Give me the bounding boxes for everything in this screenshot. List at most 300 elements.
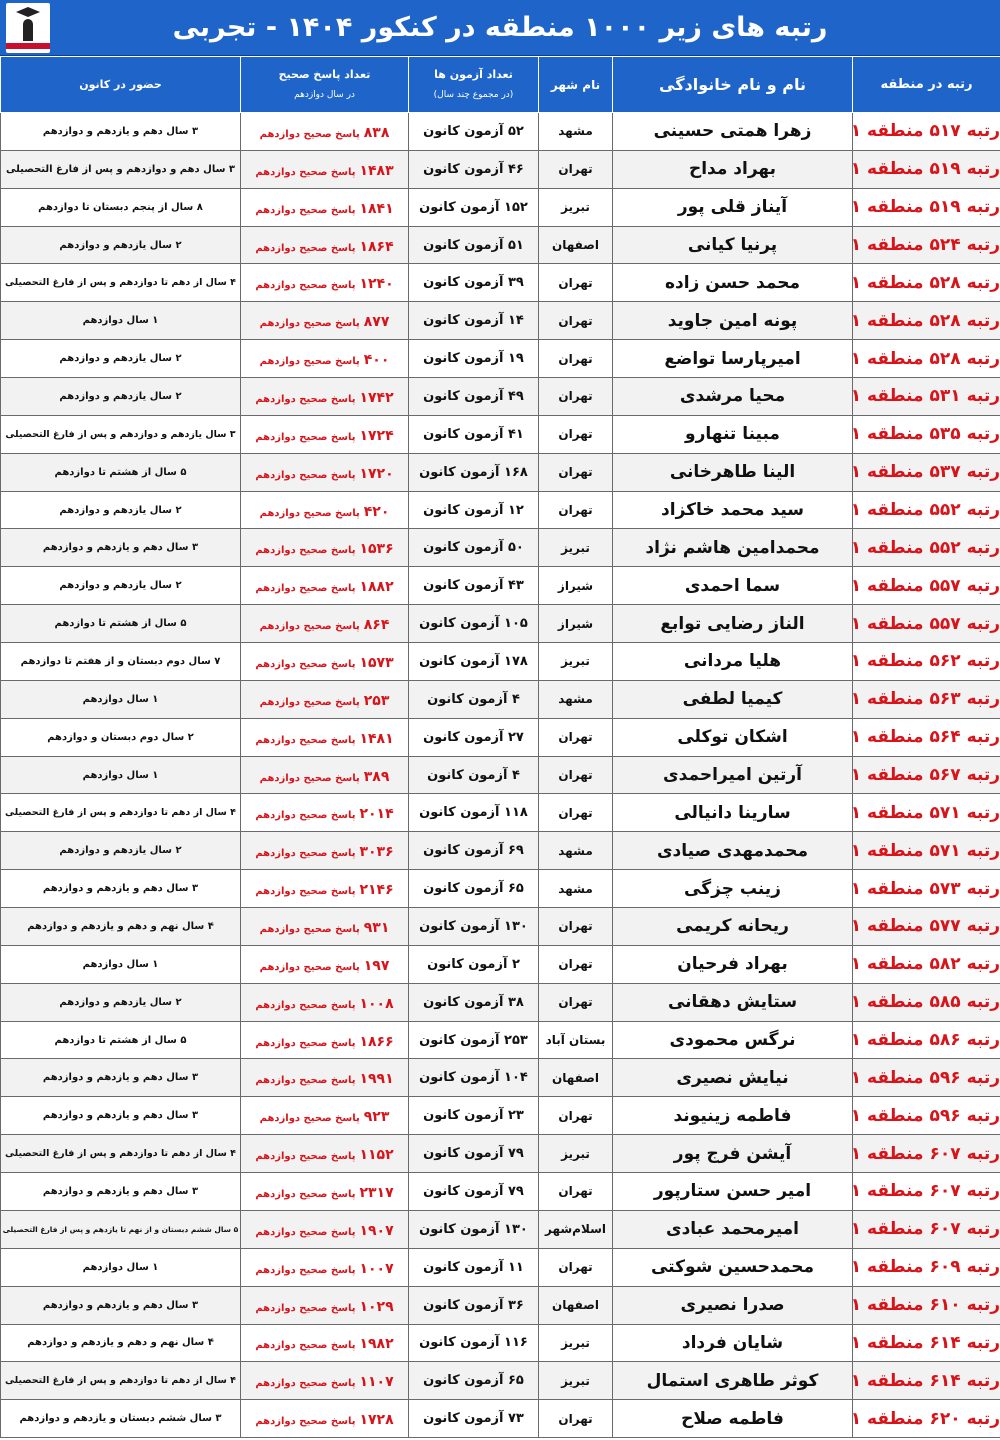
answers-cell	[241, 453, 409, 491]
city-cell: اسلام‌شهر	[539, 1210, 613, 1248]
city-cell: تهران	[539, 945, 613, 983]
answers-label: پاسخ صحیح دوازدهم	[259, 923, 360, 935]
table-body	[1, 113, 1000, 1438]
answers-cell	[241, 718, 409, 756]
table-row	[1, 1059, 1000, 1097]
answers-count: ۸۳۸	[363, 124, 390, 141]
table-row	[1, 1135, 1000, 1173]
city-cell: تبریز	[539, 529, 613, 567]
city-cell: مشهد	[539, 832, 613, 870]
answers-cell	[241, 378, 409, 416]
exams-cell: ۵۰ آزمون کانون	[409, 529, 539, 567]
answers-count: ۱۹۸۲	[359, 1336, 394, 1353]
city-cell: تبریز	[539, 643, 613, 681]
answers-count: ۴۰۰	[363, 352, 390, 369]
answers-label: پاسخ صحیح دوازدهم	[255, 469, 356, 481]
answers-label: پاسخ صحیح دوازدهم	[255, 583, 356, 595]
attendance-cell: ۳ سال دهم و یازدهم و دوازدهم	[1, 1173, 241, 1211]
name-cell: امیر حسن ستارپور	[613, 1173, 853, 1211]
table-row	[1, 1362, 1000, 1400]
attendance-cell: ۲ سال یازدهم و دوازدهم	[1, 226, 241, 264]
answers-count: ۱۴۸۳	[359, 162, 394, 179]
city-cell: تهران	[539, 983, 613, 1021]
exams-cell: ۱۱ آزمون کانون	[409, 1248, 539, 1286]
answers-count: ۱۵۳۶	[359, 541, 394, 558]
exams-cell: ۳۸ آزمون کانون	[409, 983, 539, 1021]
exams-cell: ۶۵ آزمون کانون	[409, 870, 539, 908]
page-title-bar	[0, 0, 1000, 56]
rank-cell: رتبه ۵۱۹ منطقه ۱	[853, 188, 1000, 226]
header-exams-sub: (در مجموع چند سال)	[433, 89, 514, 100]
table-row	[1, 718, 1000, 756]
table-row	[1, 1286, 1000, 1324]
table-row	[1, 1324, 1000, 1362]
exams-cell: ۲۵۳ آزمون کانون	[409, 1021, 539, 1059]
exams-cell: ۷۹ آزمون کانون	[409, 1135, 539, 1173]
answers-count: ۹۲۳	[363, 1109, 390, 1126]
name-cell: نرگس محمودی	[613, 1021, 853, 1059]
city-cell: تهران	[539, 150, 613, 188]
exams-cell: ۱۴ آزمون کانون	[409, 302, 539, 340]
exams-cell: ۱۰۴ آزمون کانون	[409, 1059, 539, 1097]
answers-count: ۱۸۴۱	[359, 200, 394, 217]
header-name: نام و نام خانوادگی	[613, 57, 853, 113]
attendance-cell: ۴ سال از دهم تا دوازدهم و پس از فارغ التحصیلی	[1, 794, 241, 832]
answers-cell	[241, 1324, 409, 1362]
city-cell: تبریز	[539, 1324, 613, 1362]
logo-icon	[6, 3, 50, 53]
attendance-cell: ۳ سال دهم و دوازدهم و پس از فارغ التحصیلی	[1, 150, 241, 188]
rank-cell: رتبه ۵۲۸ منطقه ۱	[853, 264, 1000, 302]
answers-count: ۹۳۱	[363, 919, 390, 936]
rank-cell: رتبه ۶۲۰ منطقه ۱	[853, 1400, 1000, 1438]
exams-cell: ۴۳ آزمون کانون	[409, 567, 539, 605]
attendance-cell: ۲ سال یازدهم و دوازدهم	[1, 832, 241, 870]
name-cell: ستایش دهقانی	[613, 983, 853, 1021]
answers-count: ۳۸۹	[363, 768, 390, 785]
rank-cell: رتبه ۶۰۹ منطقه ۱	[853, 1248, 1000, 1286]
city-cell: اصفهان	[539, 226, 613, 264]
name-cell: بهراد فرحیان	[613, 945, 853, 983]
answers-cell	[241, 529, 409, 567]
answers-label: پاسخ صحیح دوازدهم	[255, 242, 356, 254]
answers-cell	[241, 1097, 409, 1135]
city-cell: تبریز	[539, 1362, 613, 1400]
answers-cell	[241, 794, 409, 832]
answers-count: ۲۱۴۶	[359, 882, 394, 899]
name-cell: کوثر طاهری استمال	[613, 1362, 853, 1400]
table-row	[1, 415, 1000, 453]
rank-cell: رتبه ۶۱۴ منطقه ۱	[853, 1324, 1000, 1362]
rank-cell: رتبه ۵۱۷ منطقه ۱	[853, 113, 1000, 151]
answers-label: پاسخ صحیح دوازدهم	[255, 204, 356, 216]
answers-count: ۱۹۰۷	[359, 1222, 394, 1239]
answers-count: ۱۷۴۲	[359, 389, 394, 406]
city-cell: تهران	[539, 1173, 613, 1211]
answers-cell	[241, 415, 409, 453]
attendance-cell: ۴ سال نهم و دهم و یازدهم و دوازدهم	[1, 1324, 241, 1362]
name-cell: مبینا تنهارو	[613, 415, 853, 453]
exams-cell: ۲۷ آزمون کانون	[409, 718, 539, 756]
attendance-cell: ۳ سال دهم و یازدهم و دوازدهم	[1, 1059, 241, 1097]
answers-count: ۳۰۳۶	[359, 844, 394, 861]
answers-label: پاسخ صحیح دوازدهم	[255, 734, 356, 746]
answers-label: پاسخ صحیح دوازدهم	[255, 393, 356, 405]
city-cell: اصفهان	[539, 1059, 613, 1097]
answers-label: پاسخ صحیح دوازدهم	[255, 545, 356, 557]
name-cell: محمدمهدی صیادی	[613, 832, 853, 870]
name-cell: محیا مرشدی	[613, 378, 853, 416]
attendance-cell: ۳ سال دهم و یازدهم و دوازدهم	[1, 113, 241, 151]
city-cell: شیراز	[539, 567, 613, 605]
header-city: نام شهر	[539, 57, 613, 113]
table-row	[1, 302, 1000, 340]
answers-cell	[241, 113, 409, 151]
answers-label: پاسخ صحیح دوازدهم	[255, 886, 356, 898]
name-cell: آیناز قلی پور	[613, 188, 853, 226]
attendance-cell: ۳ سال یازدهم و دوازدهم و پس از فارغ التحصیلی	[1, 415, 241, 453]
answers-cell	[241, 491, 409, 529]
answers-count: ۸۷۷	[363, 314, 390, 331]
name-cell: ریحانه کریمی	[613, 908, 853, 946]
name-cell: بهراد مداح	[613, 150, 853, 188]
attendance-cell: ۲ سال یازدهم و دوازدهم	[1, 378, 241, 416]
attendance-cell: ۱ سال دوازدهم	[1, 1248, 241, 1286]
rank-cell: رتبه ۵۳۷ منطقه ۱	[853, 453, 1000, 491]
name-cell: زهرا همتی حسینی	[613, 113, 853, 151]
answers-label: پاسخ صحیح دوازدهم	[255, 1264, 356, 1276]
table-row	[1, 378, 1000, 416]
city-cell: تهران	[539, 1400, 613, 1438]
city-cell: اصفهان	[539, 1286, 613, 1324]
answers-count: ۱۸۶۴	[359, 238, 394, 255]
exams-cell: ۳۶ آزمون کانون	[409, 1286, 539, 1324]
exams-cell: ۴۹ آزمون کانون	[409, 378, 539, 416]
name-cell: سما احمدی	[613, 567, 853, 605]
answers-label: پاسخ صحیح دوازدهم	[255, 1378, 356, 1390]
table-row	[1, 1248, 1000, 1286]
attendance-cell: ۳ سال دهم و یازدهم و دوازدهم	[1, 529, 241, 567]
answers-cell	[241, 983, 409, 1021]
rank-cell: رتبه ۶۰۷ منطقه ۱	[853, 1210, 1000, 1248]
exams-cell: ۱۶۸ آزمون کانون	[409, 453, 539, 491]
name-cell: آرتین امیراحمدی	[613, 756, 853, 794]
exams-cell: ۲۳ آزمون کانون	[409, 1097, 539, 1135]
answers-label: پاسخ صحیح دوازدهم	[255, 848, 356, 860]
answers-count: ۴۲۰	[363, 503, 390, 520]
attendance-cell: ۲ سال یازدهم و دوازدهم	[1, 567, 241, 605]
attendance-cell: ۵ سال از هشتم تا دوازدهم	[1, 453, 241, 491]
table-row	[1, 226, 1000, 264]
table-row	[1, 1021, 1000, 1059]
answers-label: پاسخ صحیح دوازدهم	[259, 128, 360, 140]
exams-cell: ۴۶ آزمون کانون	[409, 150, 539, 188]
rank-cell: رتبه ۶۰۷ منطقه ۱	[853, 1173, 1000, 1211]
table-row	[1, 113, 1000, 151]
header-answers-title: تعداد پاسخ صحیح	[278, 67, 371, 81]
exams-cell: ۴ آزمون کانون	[409, 680, 539, 718]
table-row	[1, 832, 1000, 870]
answers-cell	[241, 680, 409, 718]
attendance-cell: ۱ سال دوازدهم	[1, 302, 241, 340]
exams-cell: ۲ آزمون کانون	[409, 945, 539, 983]
exams-cell: ۱۷۸ آزمون کانون	[409, 643, 539, 681]
city-cell: تهران	[539, 378, 613, 416]
answers-cell	[241, 1021, 409, 1059]
city-cell: تهران	[539, 908, 613, 946]
answers-count: ۱۰۰۷	[359, 1260, 394, 1277]
city-cell: مشهد	[539, 113, 613, 151]
attendance-cell: ۴ سال نهم و دهم و یازدهم و دوازدهم	[1, 908, 241, 946]
answers-label: پاسخ صحیح دوازدهم	[259, 696, 360, 708]
table-row	[1, 453, 1000, 491]
rank-cell: رتبه ۵۸۵ منطقه ۱	[853, 983, 1000, 1021]
answers-label: پاسخ صحیح دوازدهم	[259, 772, 360, 784]
exams-cell: ۱۲ آزمون کانون	[409, 491, 539, 529]
table-row	[1, 567, 1000, 605]
answers-label: پاسخ صحیح دوازدهم	[259, 961, 360, 973]
answers-label: پاسخ صحیح دوازدهم	[259, 356, 360, 368]
name-cell: محمدامین هاشم نژاد	[613, 529, 853, 567]
answers-count: ۱۸۸۲	[359, 579, 394, 596]
table-row	[1, 680, 1000, 718]
answers-cell	[241, 264, 409, 302]
table-row	[1, 188, 1000, 226]
rank-cell: رتبه ۵۸۲ منطقه ۱	[853, 945, 1000, 983]
answers-label: پاسخ صحیح دوازدهم	[255, 658, 356, 670]
answers-label: پاسخ صحیح دوازدهم	[255, 999, 356, 1011]
exams-cell: ۱۵۲ آزمون کانون	[409, 188, 539, 226]
answers-count: ۱۷۲۸	[359, 1412, 394, 1429]
name-cell: الناز رضایی توابع	[613, 605, 853, 643]
answers-cell	[241, 1286, 409, 1324]
city-cell: تهران	[539, 453, 613, 491]
rank-cell: رتبه ۵۶۲ منطقه ۱	[853, 643, 1000, 681]
answers-count: ۱۰۲۹	[359, 1298, 394, 1315]
table-row	[1, 794, 1000, 832]
exams-cell: ۷۹ آزمون کانون	[409, 1173, 539, 1211]
answers-count: ۱۸۶۶	[359, 1033, 394, 1050]
exams-cell: ۷۳ آزمون کانون	[409, 1400, 539, 1438]
name-cell: پونه امین جاوید	[613, 302, 853, 340]
table-row	[1, 340, 1000, 378]
city-cell: تبریز	[539, 1135, 613, 1173]
attendance-cell: ۳ سال دهم و یازدهم و دوازدهم	[1, 1097, 241, 1135]
answers-cell	[241, 1362, 409, 1400]
rank-cell: رتبه ۶۰۷ منطقه ۱	[853, 1135, 1000, 1173]
answers-count: ۱۴۸۱	[359, 730, 394, 747]
answers-label: پاسخ صحیح دوازدهم	[259, 621, 360, 633]
attendance-cell: ۵ سال از هشتم تا دوازدهم	[1, 605, 241, 643]
exams-cell: ۵۲ آزمون کانون	[409, 113, 539, 151]
answers-count: ۱۱۰۷	[359, 1374, 394, 1391]
rank-cell: رتبه ۵۵۲ منطقه ۱	[853, 491, 1000, 529]
answers-label: پاسخ صحیح دوازدهم	[255, 1226, 356, 1238]
attendance-cell: ۲ سال دوم دبستان و دوازدهم	[1, 718, 241, 756]
city-cell: بستان آباد	[539, 1021, 613, 1059]
header-answers	[241, 57, 409, 113]
city-cell: تهران	[539, 415, 613, 453]
header-rank: رتبه در منطقه	[853, 57, 1000, 113]
city-cell: تهران	[539, 756, 613, 794]
table-row	[1, 945, 1000, 983]
attendance-cell: ۵ سال از هشتم تا دوازدهم	[1, 1021, 241, 1059]
answers-count: ۱۹۷	[363, 957, 390, 974]
name-cell: نیایش نصیری	[613, 1059, 853, 1097]
table-row	[1, 150, 1000, 188]
rank-cell: رتبه ۵۳۵ منطقه ۱	[853, 415, 1000, 453]
rank-cell: رتبه ۵۷۷ منطقه ۱	[853, 908, 1000, 946]
attendance-cell: ۱ سال دوازدهم	[1, 756, 241, 794]
header-exams-title: تعداد آزمون ها	[434, 67, 513, 81]
table-row	[1, 1097, 1000, 1135]
table-row	[1, 605, 1000, 643]
city-cell: تهران	[539, 1097, 613, 1135]
name-cell: سارینا دانیالی	[613, 794, 853, 832]
answers-cell	[241, 302, 409, 340]
exams-cell: ۱۱۶ آزمون کانون	[409, 1324, 539, 1362]
answers-cell	[241, 908, 409, 946]
table-row	[1, 908, 1000, 946]
rank-cell: رتبه ۵۱۹ منطقه ۱	[853, 150, 1000, 188]
header-answers-sub: در سال دوازدهم	[294, 89, 355, 100]
answers-count: ۲۵۳	[363, 692, 390, 709]
city-cell: تهران	[539, 302, 613, 340]
name-cell: امیرمحمد عبادی	[613, 1210, 853, 1248]
rank-cell: رتبه ۵۷۱ منطقه ۱	[853, 794, 1000, 832]
attendance-cell: ۳ سال دهم و یازدهم و دوازدهم	[1, 1286, 241, 1324]
answers-count: ۱۵۷۳	[359, 654, 394, 671]
table-header-row	[1, 57, 1000, 113]
name-cell: محمد حسن زاده	[613, 264, 853, 302]
answers-cell	[241, 150, 409, 188]
rank-cell: رتبه ۶۱۴ منطقه ۱	[853, 1362, 1000, 1400]
attendance-cell: ۵ سال ششم دبستان و از نهم تا یازدهم و پس از فارغ التحصیلی	[1, 1210, 241, 1248]
rank-cell: رتبه ۵۳۱ منطقه ۱	[853, 378, 1000, 416]
city-cell: تهران	[539, 794, 613, 832]
name-cell: اشکان توکلی	[613, 718, 853, 756]
rankings-table	[0, 56, 1000, 1438]
table-row	[1, 264, 1000, 302]
answers-label: پاسخ صحیح دوازدهم	[259, 507, 360, 519]
answers-label: پاسخ صحیح دوازدهم	[255, 166, 356, 178]
answers-cell	[241, 340, 409, 378]
name-cell: کیمیا لطفی	[613, 680, 853, 718]
table-row	[1, 491, 1000, 529]
table-row	[1, 756, 1000, 794]
city-cell: شیراز	[539, 605, 613, 643]
answers-count: ۱۰۰۸	[359, 995, 394, 1012]
attendance-cell: ۲ سال یازدهم و دوازدهم	[1, 340, 241, 378]
name-cell: امیرپارسا تواضع	[613, 340, 853, 378]
answers-cell	[241, 1059, 409, 1097]
answers-label: پاسخ صحیح دوازدهم	[255, 431, 356, 443]
city-cell: مشهد	[539, 680, 613, 718]
answers-label: پاسخ صحیح دوازدهم	[255, 810, 356, 822]
table-row	[1, 870, 1000, 908]
name-cell: فاطمه صلاح	[613, 1400, 853, 1438]
answers-cell	[241, 567, 409, 605]
rank-cell: رتبه ۵۵۲ منطقه ۱	[853, 529, 1000, 567]
exams-cell: ۱۱۸ آزمون کانون	[409, 794, 539, 832]
table-row	[1, 1400, 1000, 1438]
rank-cell: رتبه ۵۵۷ منطقه ۱	[853, 567, 1000, 605]
rank-cell: رتبه ۵۸۶ منطقه ۱	[853, 1021, 1000, 1059]
answers-label: پاسخ صحیح دوازدهم	[255, 1188, 356, 1200]
exams-cell: ۱۳۰ آزمون کانون	[409, 908, 539, 946]
answers-cell	[241, 1173, 409, 1211]
answers-count: ۱۷۲۰	[359, 465, 394, 482]
attendance-cell: ۴ سال از دهم تا دوازدهم و پس از فارغ التحصیلی	[1, 1135, 241, 1173]
rank-cell: رتبه ۵۲۸ منطقه ۱	[853, 340, 1000, 378]
answers-label: پاسخ صحیح دوازدهم	[255, 1416, 356, 1428]
answers-cell	[241, 1210, 409, 1248]
answers-count: ۱۷۲۴	[359, 427, 394, 444]
city-cell: تهران	[539, 1248, 613, 1286]
city-cell: تهران	[539, 340, 613, 378]
answers-label: پاسخ صحیح دوازدهم	[255, 1302, 356, 1314]
answers-count: ۱۱۵۲	[359, 1147, 394, 1164]
attendance-cell: ۴ سال از دهم تا دوازدهم و پس از فارغ التحصیلی	[1, 1362, 241, 1400]
city-cell: تهران	[539, 264, 613, 302]
answers-label: پاسخ صحیح دوازدهم	[255, 1151, 356, 1163]
name-cell: صدرا نصیری	[613, 1286, 853, 1324]
attendance-cell: ۸ سال از پنجم دبستان تا دوازدهم	[1, 188, 241, 226]
table-row	[1, 1173, 1000, 1211]
attendance-cell: ۳ سال ششم دبستان و یازدهم و دوازدهم	[1, 1400, 241, 1438]
name-cell: زینب چزگی	[613, 870, 853, 908]
answers-count: ۱۲۴۰	[359, 276, 394, 293]
city-cell: تهران	[539, 718, 613, 756]
table-row	[1, 983, 1000, 1021]
answers-cell	[241, 643, 409, 681]
answers-label: پاسخ صحیح دوازدهم	[259, 318, 360, 330]
name-cell: شایان فرداد	[613, 1324, 853, 1362]
exams-cell: ۱۰۵ آزمون کانون	[409, 605, 539, 643]
page-title: رتبه های زیر ۱۰۰۰ منطقه در کنکور ۱۴۰۴ - تجربی	[172, 12, 828, 43]
attendance-cell: ۷ سال دوم دبستان و از هفتم تا دوازدهم	[1, 643, 241, 681]
name-cell: الینا طاهرخانی	[613, 453, 853, 491]
exams-cell: ۶۹ آزمون کانون	[409, 832, 539, 870]
city-cell: تبریز	[539, 188, 613, 226]
name-cell: محمدحسین شوکتی	[613, 1248, 853, 1286]
attendance-cell: ۴ سال از دهم تا دوازدهم و پس از فارغ التحصیلی	[1, 264, 241, 302]
rank-cell: رتبه ۶۱۰ منطقه ۱	[853, 1286, 1000, 1324]
answers-cell	[241, 870, 409, 908]
answers-cell	[241, 832, 409, 870]
rank-cell: رتبه ۵۲۴ منطقه ۱	[853, 226, 1000, 264]
table-row	[1, 1210, 1000, 1248]
rank-cell: رتبه ۵۵۷ منطقه ۱	[853, 605, 1000, 643]
rank-cell: رتبه ۵۶۷ منطقه ۱	[853, 756, 1000, 794]
answers-cell	[241, 1135, 409, 1173]
header-exams	[409, 57, 539, 113]
answers-cell	[241, 188, 409, 226]
rank-cell: رتبه ۵۷۱ منطقه ۱	[853, 832, 1000, 870]
answers-count: ۸۶۴	[363, 617, 390, 634]
attendance-cell: ۳ سال دهم و یازدهم و دوازدهم	[1, 870, 241, 908]
answers-label: پاسخ صحیح دوازدهم	[255, 280, 356, 292]
name-cell: آیشن فرج پور	[613, 1135, 853, 1173]
attendance-cell: ۲ سال یازدهم و دوازدهم	[1, 491, 241, 529]
attendance-cell: ۱ سال دوازدهم	[1, 680, 241, 718]
name-cell: فاطمه زینیوند	[613, 1097, 853, 1135]
table-row	[1, 643, 1000, 681]
exams-cell: ۱۹ آزمون کانون	[409, 340, 539, 378]
rank-cell: رتبه ۵۹۶ منطقه ۱	[853, 1059, 1000, 1097]
exams-cell: ۴۱ آزمون کانون	[409, 415, 539, 453]
answers-label: پاسخ صحیح دوازدهم	[255, 1037, 356, 1049]
